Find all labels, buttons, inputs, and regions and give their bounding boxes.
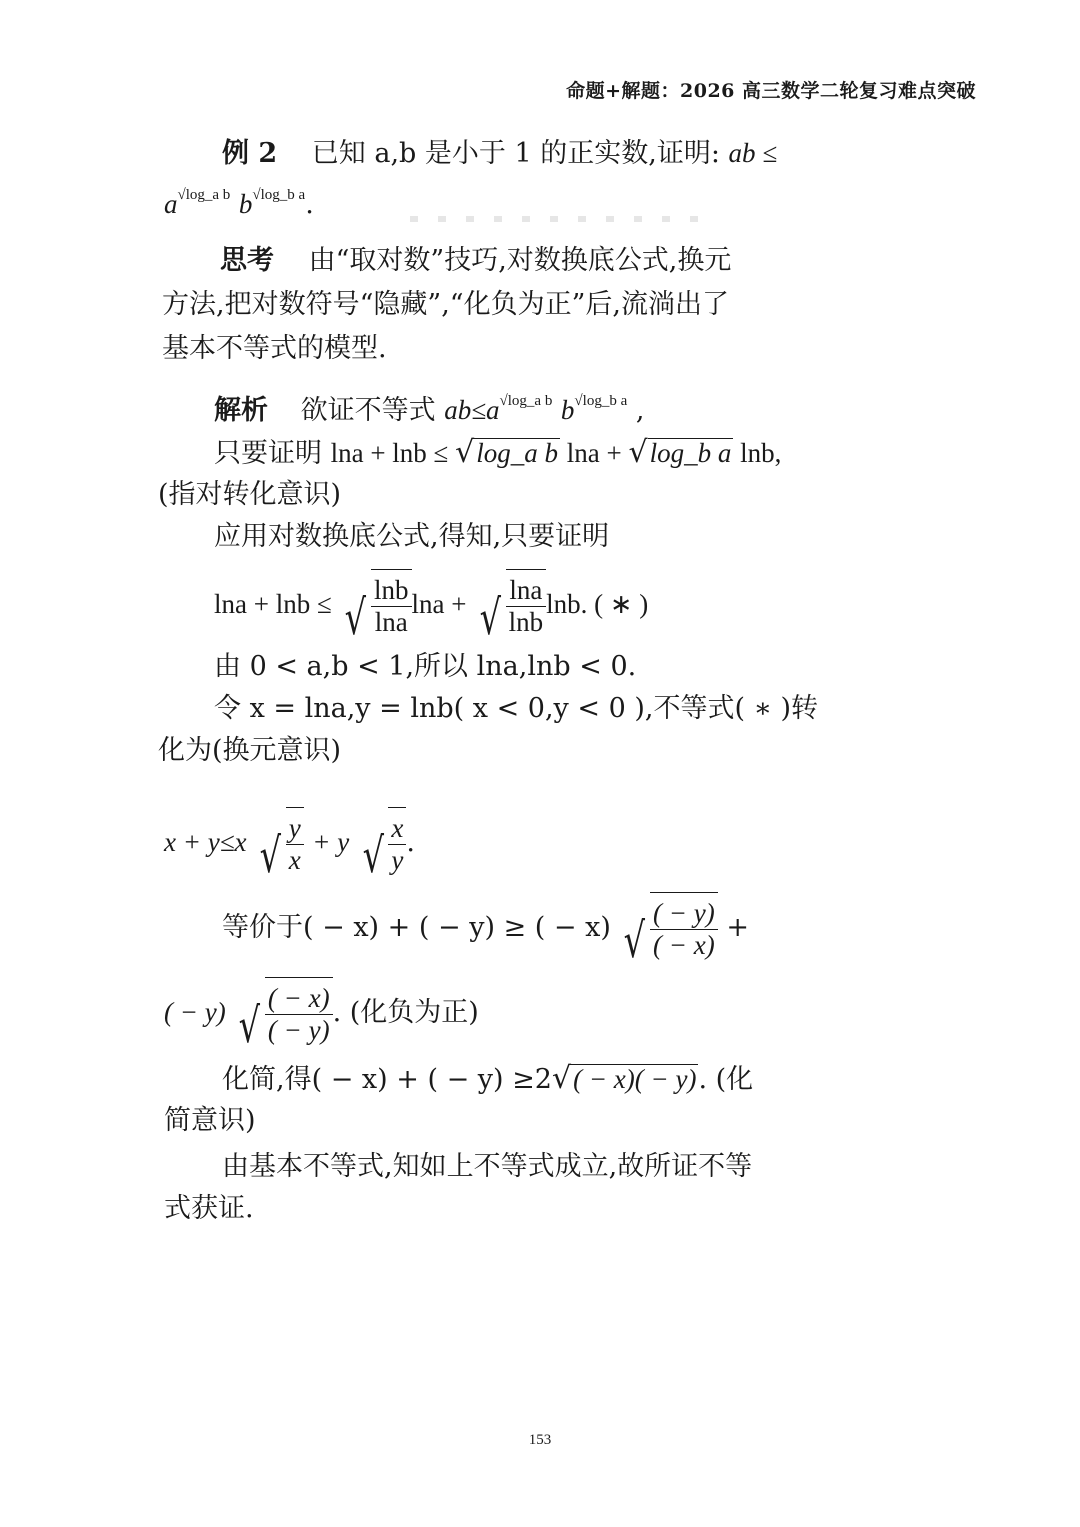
sqrt-symbol: √ [344, 590, 367, 646]
fraction-numerator: lnb [371, 575, 412, 607]
solution-l1-exp2: √log_b a [574, 393, 628, 409]
solution-l12-rad: ( − x)( − y) [573, 1064, 697, 1094]
fraction-denominator: x [288, 845, 301, 875]
example-formula-exp-1: √log_a b [177, 187, 231, 203]
solution-l5-lhs: lna + lnb ≤ [214, 589, 332, 619]
think-line-2: 方法,把对数符号“隐藏”,“化负为正”后,流淌出了 [162, 289, 729, 320]
solution-l10-end: + [726, 912, 749, 943]
solution-line-6: 由 0 < a,b < 1,所以 lna,lnb < 0. [214, 651, 637, 682]
example-formula-exp-2: √log_b a [252, 187, 306, 203]
example-formula-a: a [164, 189, 178, 219]
solution-l2-rad1: log_a b [476, 438, 559, 468]
solution-line-5 [214, 568, 649, 646]
example-line-1 [222, 136, 777, 171]
solution-line-14: 由基本不等式,知如上不等式成立,故所证不等 [222, 1151, 753, 1182]
fraction-denominator: lnb [508, 607, 544, 637]
example-formula-b: b [238, 189, 253, 219]
sqrt-symbol: √ [238, 998, 261, 1054]
solution-l5-mid: lna + [411, 589, 467, 619]
example-line-2 [164, 178, 314, 222]
sqrt-fraction [255, 807, 304, 884]
think-label: 思考 [220, 245, 274, 276]
fraction-numerator: y [286, 813, 304, 845]
solution-l1-text: 欲证不等式 [300, 395, 445, 426]
page-header: 命题+解题：2026 高三数学二轮复习难点突破 [566, 80, 976, 102]
solution-line-8: 化为(换元意识) [158, 735, 342, 766]
fraction-numerator: ( − x) [265, 983, 333, 1015]
solution-l2-formula-a: lna + lnb ≤ [330, 438, 456, 468]
solution-line-15: 式获证. [164, 1193, 254, 1224]
solution-l5-end: lnb. ( ∗ ) [546, 589, 649, 619]
fraction-numerator: lna [506, 575, 547, 607]
sqrt-symbol: √ [479, 590, 502, 646]
solution-line-3: (指对转化意识) [158, 479, 342, 510]
solution-line-7: 令 x = lna,y = lnb( x < 0,y < 0 ),不等式( ∗ )转 [214, 693, 819, 724]
sqrt-fraction [358, 807, 407, 884]
solution-l1-b: b [560, 395, 575, 425]
sqrt-symbol: √ [362, 828, 384, 884]
sqrt-symbol: √ [259, 828, 282, 884]
solution-line-13: 简意识) [164, 1105, 256, 1136]
sqrt-fraction [619, 892, 717, 969]
solution-l10-text: 等价于( − x) + ( − y) ≥ ( − x) [222, 912, 611, 943]
sqrt-symbol: √ [455, 435, 475, 470]
solution-line-12 [222, 1062, 753, 1097]
solution-l1-formula: ab≤a [444, 395, 500, 425]
example-formula-lhs: ab ≤ [728, 138, 778, 168]
fraction-numerator: x [388, 813, 406, 845]
solution-l12-end: . (化 [698, 1064, 754, 1095]
sqrt-fraction [340, 569, 411, 646]
solution-l2-rad2: log_b a [649, 438, 732, 468]
solution-l11-text: ( − y) [164, 997, 226, 1027]
solution-line-4: 应用对数换底公式,得知,只要证明 [214, 521, 610, 552]
sqrt-symbol: √ [624, 913, 646, 969]
solution-line-1 [214, 384, 644, 428]
faded-artifact [410, 216, 710, 222]
example-label: 例 2 [222, 138, 278, 169]
solution-line-2 [214, 436, 781, 471]
think-line-1 [220, 244, 731, 278]
fraction-denominator: ( − x) [653, 930, 715, 960]
solution-l2-text: 只要证明 [214, 438, 331, 469]
solution-line-9 [164, 806, 415, 884]
example-formula-end: . [305, 189, 314, 220]
think-text-1: 由“取对数”技巧,对数换底公式,换元 [308, 245, 732, 276]
solution-line-10 [222, 892, 749, 969]
solution-l2-end: lnb, [733, 438, 782, 468]
solution-label: 解析 [214, 395, 268, 426]
page-number: 153 [528, 1432, 552, 1448]
solution-line-11 [164, 976, 479, 1054]
solution-l1-exp1: √log_a b [499, 393, 553, 409]
solution-l1-end: , [627, 395, 645, 426]
solution-l12-text: 化简,得( − x) + ( − y) ≥2 [222, 1064, 552, 1095]
example-text: 已知 a,b 是小于 1 的正实数,证明: [311, 138, 720, 169]
sqrt-fraction [475, 569, 546, 646]
fraction-denominator: ( − y) [267, 1015, 330, 1045]
solution-l9-end: . [406, 827, 415, 858]
sqrt-symbol: √ [551, 1061, 572, 1096]
sqrt-symbol: √ [628, 435, 648, 470]
sqrt-fraction [234, 977, 332, 1054]
solution-l11-end: . (化负为正) [332, 997, 479, 1028]
solution-l2-mid: lna + [560, 438, 629, 468]
fraction-denominator: lna [374, 607, 408, 637]
fraction-denominator: y [391, 845, 404, 875]
fraction-numerator: ( − y) [650, 898, 718, 930]
think-line-3: 基本不等式的模型. [162, 333, 387, 364]
solution-l9-lhs: x + y≤x [164, 827, 247, 857]
solution-l9-mid: + y [312, 827, 350, 857]
